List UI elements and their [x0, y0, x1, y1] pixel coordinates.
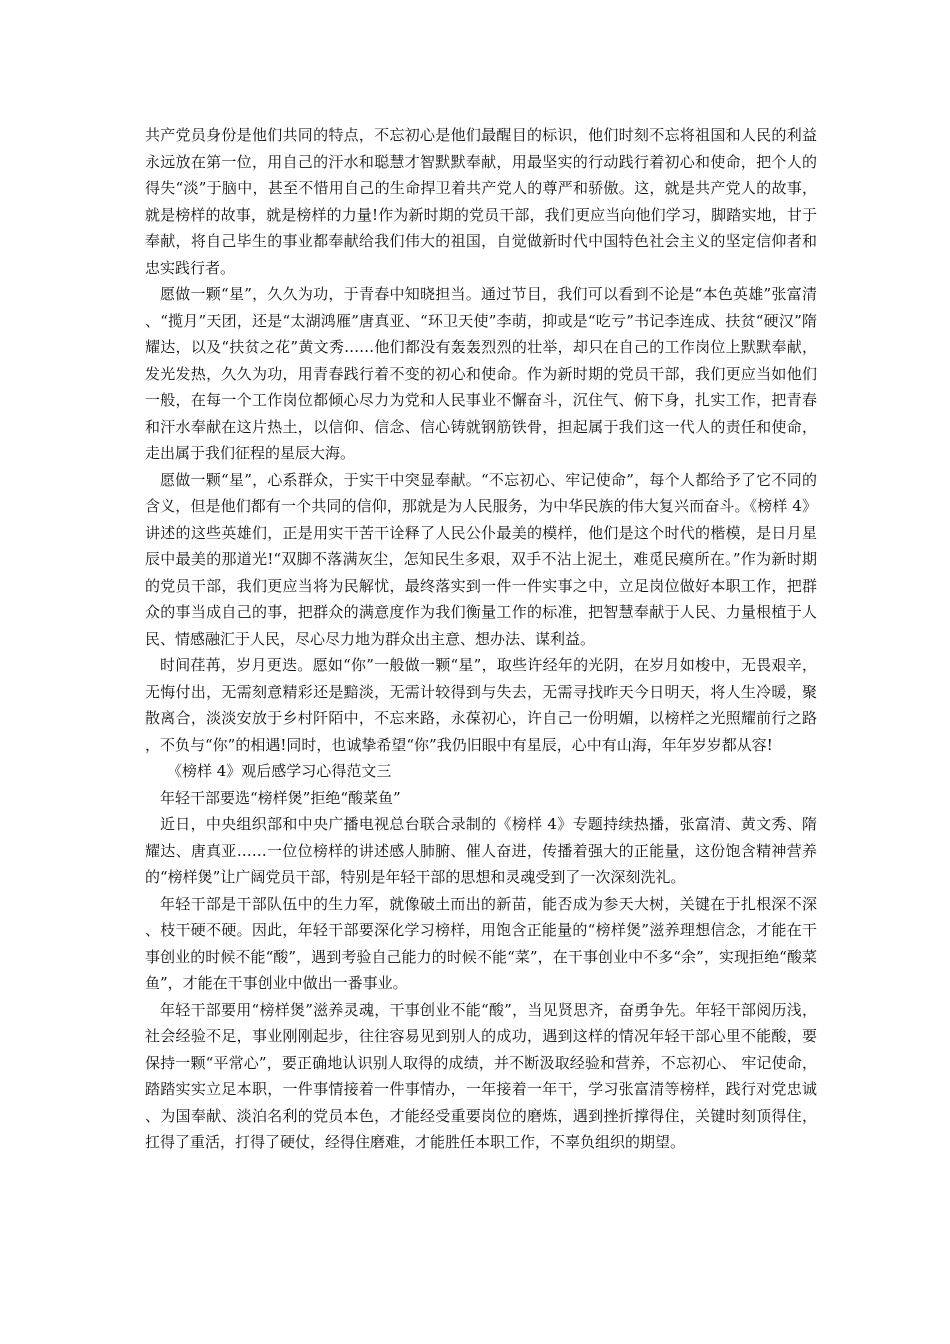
section-title: 《榜样 4》观后感学习心得范文三	[167, 762, 392, 780]
paragraph-time-passes: 时间荏苒，岁月更迭。愿如“你”一般做一颗“星”，取些许经年的光阴，在岁月如梭中，无畏艰辛，无悔付出，无需刻意精彩还是黯淡，无需计较得到与失去，无需寻找昨天今日明天，将人生冷暖，聚散离合，淡淡安放于乡村阡陌中，不忘来路，永葆初心，许自己一份明媚，以榜样之光照耀前行之路，不负与“你”的相遇!同时，也诚挚希望“你”我仍旧眼中有星辰，心中有山海，年年岁岁都从容!	[145, 656, 817, 754]
paragraph-star-youth: 愿做一颗“星”，久久为功，于青春中知晓担当。通过节目，我们可以看到不论是“本色英雄”张富清、“揽月”天团，还是“太湖鸿雁”唐真亚、“环卫天使”李萌，抑或是“吃亏”书记李连成、扶贫“硬汉”隋耀达，以及“扶贫之花”黄文秀……他们都没有轰轰烈烈的壮举，却只在自己的工作岗位上默默奉献，发光发热，久久为功，用青春践行着不变的初心和使命。作为新时期的党员干部，我们更应当如他们一般，在每一个工作岗位都倾心尽力为党和人民事业不懈奋斗，沉住气、俯下身，扎实工作，把青春和汗水奉献在这片热土，以信仰、信念、信心铸就钢筋铁骨，担起属于我们这一代人的责任和使命，走出属于我们征程的星辰大海。	[145, 285, 817, 462]
paragraph-nourish-soul: 年轻干部要用“榜样煲”滋养灵魂，干事创业不能“酸”，当见贤思齐，奋勇争先。年轻干部阅历浅，社会经验不足，事业刚刚起步，往往容易见到别人的成功，遇到这样的情况年轻干部心里不能酸，要保持一颗“平常心”，要正确地认识别人取得的成绩，并不断汲取经验和营养，不忘初心、 牢记使命，踏踏实实立足本职，一件事情接着一件事情办，一年接着一年干，学习张富清等榜样，践行对党忠诚、为国奉献、淡泊名利的党员本色，才能经受重要岗位的磨炼，遇到挫折撑得住，关键时刻顶得住，扛得了重活，打得了硬仗，经得住磨难，才能胜任本职工作，不辜负组织的期望。	[145, 1000, 817, 1151]
section-subtitle: 年轻干部要选“榜样煲”拒绝“酸菜鱼”	[160, 788, 401, 807]
paragraph-party-identity: 共产党员身份是他们共同的特点，不忘初心是他们最醒目的标识，他们时刻不忘将祖国和人民的利益永远放在第一位，用自己的汗水和聪慧才智默默奉献，用最坚实的行动践行着初心和使命，把个人的得失“淡”于脑中，甚至不惜用自己的生命捍卫着共产党人的尊严和骄傲。这，就是共产党人的故事，就是榜样的故事，就是榜样的力量!作为新时期的党员干部，我们更应当向他们学习，脚踏实地，甘于奉献，将自己毕生的事业都奉献给我们伟大的祖国，自觉做新时代中国特色社会主义的坚定信仰者和忠实践行者。	[145, 126, 817, 277]
paragraph-star-masses: 愿做一颗“星”，心系群众，于实干中突显奉献。“不忘初心、牢记使命”，每个人都给予了它不同的含义，但是他们都有一个共同的信仰，那就是为人民服务，为中华民族的伟大复兴而奋斗。《榜样 4》讲述的这些英雄们，正是用实干苦干诠释了人民公仆最美的模样，他们是这个时代的楷模，是日月星辰中最美的那道光!“双脚不落满灰尘，怎知民生多艰，双手不沾上泥土，难觅民瘼所在。”作为新时期的党员干部，我们更应当将为民解忧，最终落实到一件一件实事之中，立足岗位做好本职工作，把群众的事当成自己的事，把群众的满意度作为我们衡量工作的标准，把智慧奉献于人民、力量根植于人民、情感融汇于人民，尽心尽力地为群众出主意、想办法、谋利益。	[145, 470, 817, 648]
document-body	[145, 122, 817, 1156]
paragraph-recently: 近日，中央组织部和中央广播电视总台联合录制的《榜样 4》专题持续热播，张富清、黄文秀、隋耀达、唐真亚……一位位榜样的讲述感人肺腑、催人奋进，传播着强大的正能量，这份饱含精神营养的“榜样煲”让广阔党员干部，特别是年轻干部的思想和灵魂受到了一次深刻洗礼。	[145, 815, 817, 886]
paragraph-young-cadres: 年轻干部是干部队伍中的生力军，就像破土而出的新苗，能否成为参天大树，关键在于扎根深不深、枝干硬不硬。因此，年轻干部要深化学习榜样，用饱含正能量的“榜样煲”滋养理想信念，才能在干事创业的时候不能“酸”，遇到考验自己能力的时候不能“菜”，在干事创业中不多“余”，实现拒绝“酸菜鱼”，才能在干事创业中做出一番事业。	[145, 894, 817, 992]
